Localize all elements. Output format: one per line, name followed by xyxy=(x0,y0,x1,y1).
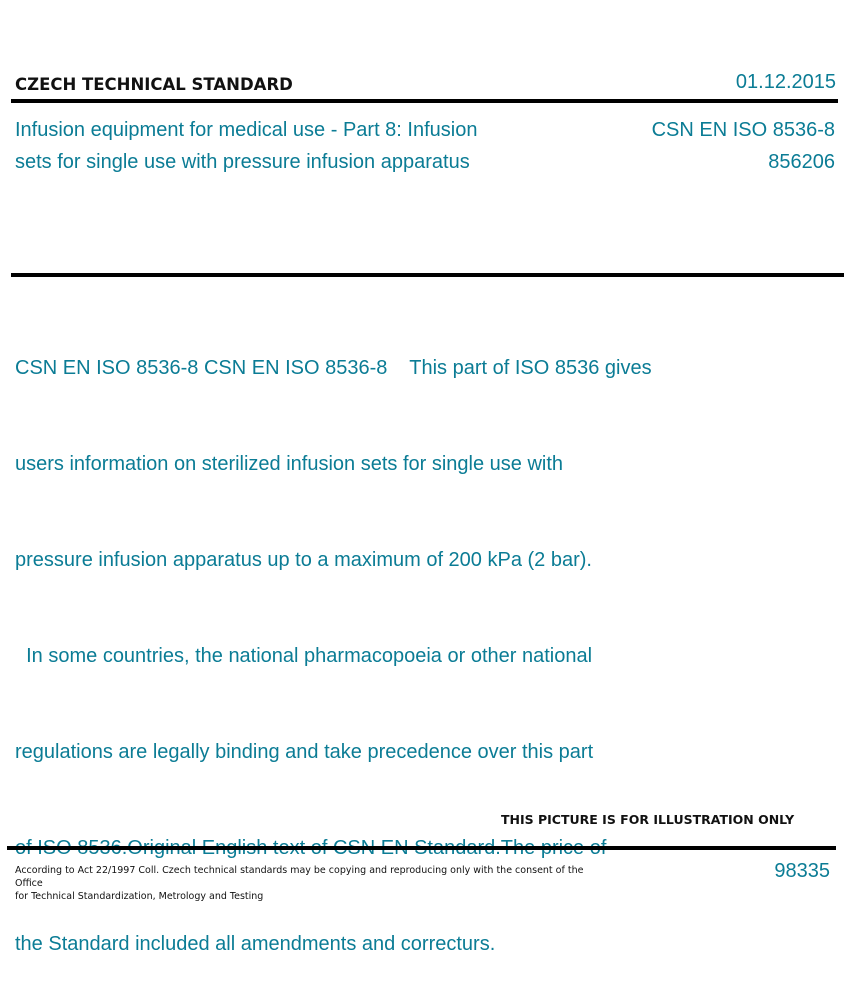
standard-title-line-1: Infusion equipment for medical use - Part 8: Infusion xyxy=(15,119,478,141)
standard-title xyxy=(15,114,555,178)
description-line: In some countries, the national pharmacopoeia or other national xyxy=(15,645,593,667)
classification-code: 856206 xyxy=(768,151,835,173)
description-line: users information on sterilized infusion sets for single use with xyxy=(15,453,564,475)
illustration-disclaimer: THIS PICTURE IS FOR ILLUSTRATION ONLY xyxy=(501,812,795,827)
standard-type-label: CZECH TECHNICAL STANDARD xyxy=(15,75,293,94)
standard-designation: CSN EN ISO 8536-8 xyxy=(651,119,835,141)
description-line: CSN EN ISO 8536-8 CSN EN ISO 8536-8 This part of ISO 8536 gives xyxy=(15,357,652,379)
description-line: regulations are legally binding and take precedence over this part xyxy=(15,741,594,763)
section-divider xyxy=(11,273,844,277)
legal-notice-line-1: According to Act 22/1997 Coll. Czech technical standards may be copying and reproducing only with the consent of the Office xyxy=(15,865,584,889)
footer-divider xyxy=(7,846,836,850)
legal-notice-line-2: for Technical Standardization, Metrology and Testing xyxy=(15,891,264,902)
header-divider xyxy=(11,99,838,103)
publication-date: 01.12.2015 xyxy=(735,71,836,93)
document-number: 98335 xyxy=(774,860,830,882)
standard-codes xyxy=(652,114,835,178)
legal-notice xyxy=(15,864,585,903)
description-line: the Standard included all amendments and correcturs. xyxy=(15,933,496,955)
description-line: pressure infusion apparatus up to a maximum of 200 kPa (2 bar). xyxy=(15,549,592,571)
standard-title-line-2: sets for single use with pressure infusion apparatus xyxy=(15,151,470,173)
